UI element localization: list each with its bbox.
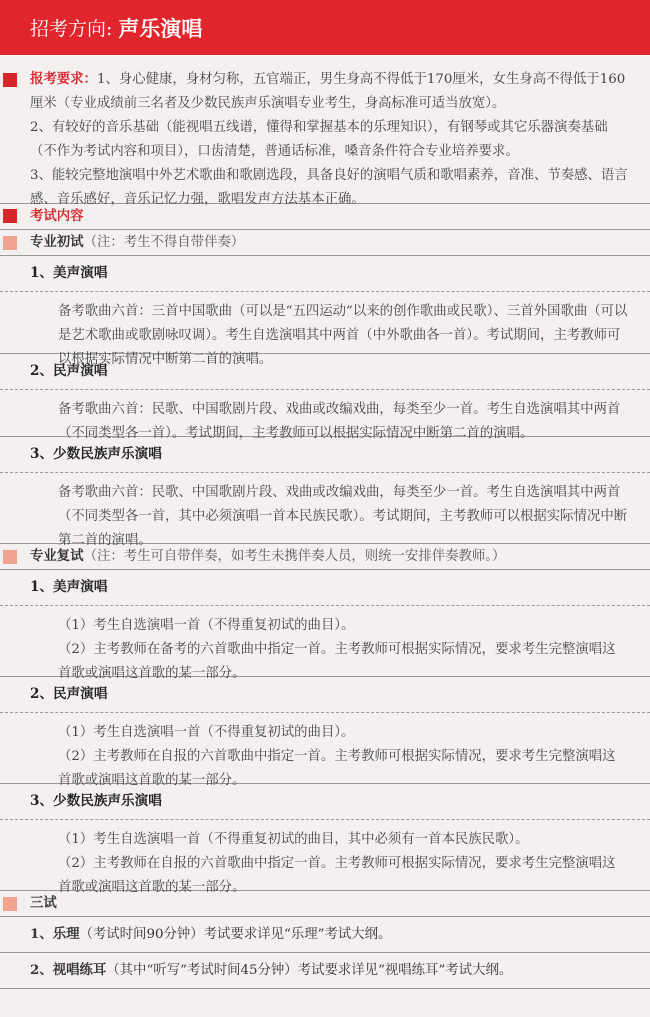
preliminary-item <box>0 354 650 441</box>
requirements-label: 报考要求： <box>30 71 97 87</box>
third-test-item <box>0 953 650 988</box>
header-title: 声乐演唱 <box>118 15 203 41</box>
item-line: （1）考生自选演唱一首（不得重复初试的曲目，其中必须有一首本民族民歌）。 <box>58 832 529 847</box>
item-title: 2、民声演唱 <box>30 363 108 379</box>
item-body: 备考歌曲六首：民歌、中国歌剧片段、戏曲或改编戏曲，每类至少一首。考生自选演唱其中两首（不同类型各一首，其中必须演唱一首本民族民歌）。考试期间，主考教师可以根据实际情况中断第二首的演唱。 <box>58 485 628 548</box>
item-title: 1、美声演唱 <box>30 579 108 595</box>
preliminary-item <box>0 437 650 548</box>
item-line: （2）主考教师在自报的六首歌曲中指定一首。主考教师可根据实际情况，要求考生完整演唱这首歌或演唱这首歌的某一部分。 <box>58 856 616 895</box>
item-line: （1）考生自选演唱一首（不得重复初试的曲目）。 <box>58 725 355 740</box>
item-body: 备考歌曲六首：民歌、中国歌剧片段、戏曲或改编戏曲，每类至少一首。考生自选演唱其中两首（不同类型各一首）。考试期间，主考教师可以根据实际情况中断第二首的演唱。 <box>58 402 621 441</box>
preliminary-note: （注：考生不得自带伴奏） <box>83 235 245 250</box>
retest-item <box>0 784 650 895</box>
exam-content-heading: 考试内容 <box>0 204 650 229</box>
retest-heading <box>0 544 650 569</box>
requirements-p1: 报考要求：1、身心健康，身材匀称，五官端正，男生身高不得低于170厘米，女生身高不得低于160厘米（专业成绩前三名者及少数民族声乐演唱专业考生，身高标准可适当放宽）。 <box>30 71 626 111</box>
section-marker-icon <box>3 73 17 87</box>
item-body: （考试时间90分钟）考试要求详见“乐理”考试大纲。 <box>79 927 392 942</box>
preliminary-item <box>0 256 650 367</box>
item-title: 3、少数民族声乐演唱 <box>30 793 162 809</box>
subsection-marker-icon <box>3 897 17 911</box>
preliminary-title: 专业初试 <box>30 234 84 250</box>
subsection-marker-icon <box>3 550 17 564</box>
retest-title: 专业复试 <box>30 548 84 564</box>
item-title: 3、少数民族声乐演唱 <box>30 446 162 462</box>
third-test-heading <box>0 891 650 916</box>
item-title: 2、视唱练耳 <box>30 962 107 978</box>
subsection-marker-icon <box>3 236 17 250</box>
preliminary-heading <box>0 230 650 255</box>
third-test-title: 三试 <box>30 895 57 911</box>
header-prefix: 招考方向: <box>30 18 113 40</box>
item-body: （其中“听写”考试时间45分钟）考试要求详见“视唱练耳”考试大纲。 <box>106 963 513 978</box>
retest-item <box>0 677 650 788</box>
requirements-p3: 3、能较完整地演唱中外艺术歌曲和歌剧选段，具备良好的演唱气质和歌唱素养，音准、节奏感、语言感、音乐感好，音乐记忆力强，歌唱发声方法基本正确。 <box>30 168 628 207</box>
item-body: 备考歌曲六首：三首中国歌曲（可以是“五四运动”以来的创作歌曲或民歌）、三首外国歌曲（可以是艺术歌曲或歌剧咏叹调）。考生自选演唱其中两首（中外歌曲各一首）。考试期间，主考教师可以根据实际情况中断第二首的演唱。 <box>58 304 628 367</box>
item-line: （1）考生自选演唱一首（不得重复初试的曲目）。 <box>58 618 355 633</box>
requirements-p2: 2、有较好的音乐基础（能视唱五线谱，懂得和掌握基本的乐理知识），有钢琴或其它乐器演奏基础（不作为考试内容和项目），口齿清楚，普通话标准，嗓音条件符合专业培养要求。 <box>30 120 608 159</box>
section-marker-icon <box>3 209 17 223</box>
third-test-item <box>0 917 650 952</box>
retest-item <box>0 570 650 681</box>
retest-note: （注：考生可自带伴奏，如考生未携伴奏人员，则统一安排伴奏教师。） <box>83 549 506 564</box>
item-title: 2、民声演唱 <box>30 686 108 702</box>
divider <box>0 988 650 989</box>
item-line: （2）主考教师在自报的六首歌曲中指定一首。主考教师可根据实际情况，要求考生完整演唱这首歌或演唱这首歌的某一部分。 <box>58 749 616 788</box>
requirements-section <box>0 55 650 207</box>
item-title: 1、乐理 <box>30 926 80 942</box>
page-header <box>0 0 650 55</box>
item-line: （2）主考教师在备考的六首歌曲中指定一首。主考教师可根据实际情况，要求考生完整演唱这首歌或演唱这首歌的某一部分。 <box>58 642 616 681</box>
item-title: 1、美声演唱 <box>30 265 108 281</box>
